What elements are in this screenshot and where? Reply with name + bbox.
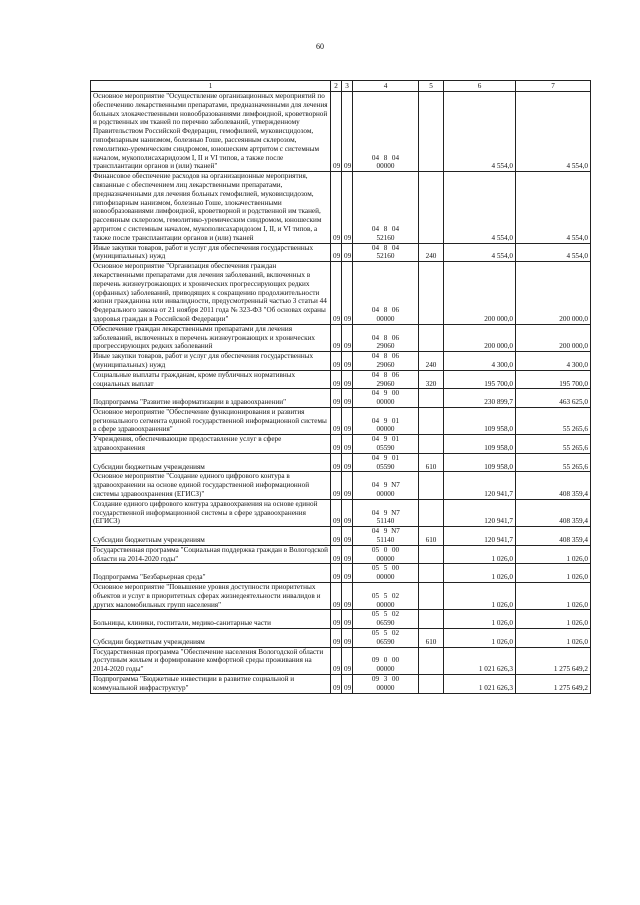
amount-2021-cell: 4 554,0 <box>516 243 591 262</box>
subsection-code-cell: 09 <box>342 583 353 610</box>
target-article-part: 8 <box>383 333 388 342</box>
target-article-part: 00000 <box>376 425 395 434</box>
expense-type-cell: 610 <box>419 453 444 472</box>
target-article-cell <box>353 262 419 325</box>
target-article-part: 00 <box>391 564 400 573</box>
amount-2021-cell: 408 359,4 <box>516 472 591 499</box>
target-article-part: 06 <box>391 333 400 342</box>
amount-2020-cell: 1 026,0 <box>444 564 516 583</box>
amount-2020-cell: 1 026,0 <box>444 583 516 610</box>
section-code-cell: 09 <box>331 389 342 408</box>
table-row <box>91 629 591 648</box>
amount-2020-cell: 4 300,0 <box>444 352 516 371</box>
amount-2020-cell: 230 899,7 <box>444 389 516 408</box>
target-article-part: 51140 <box>376 517 395 526</box>
table-row <box>91 407 591 434</box>
target-article-part: 00 <box>391 545 400 554</box>
target-article-part: 8 <box>383 224 388 233</box>
expense-type-cell <box>419 472 444 499</box>
amount-2020-cell: 1 026,0 <box>444 610 516 629</box>
subsection-code-cell: 09 <box>342 172 353 243</box>
subsection-code-cell: 09 <box>342 647 353 674</box>
section-code-cell: 09 <box>331 435 342 454</box>
section-code-cell: 09 <box>331 352 342 371</box>
expense-type-cell: 320 <box>419 370 444 389</box>
target-article-part: 00000 <box>376 490 395 499</box>
amount-2021-cell: 408 359,4 <box>516 499 591 526</box>
row-name-cell: Основное мероприятие "Организация обеспечения граждан лекарственными препаратами для лечения заболеваний, включенных в перечень жизнеугрожающих и хронических прогрессирующих редких (орфанных) заболеваний, приводящих к сокращению продолжительности жизни гражданина или инвалидности, предусмотренный частью 3 статьи 44 Федерального закона от 21 ноября 2011 года № 323-ФЗ "Об основах охраны здоровья граждан в Российской Федерации" <box>91 262 331 325</box>
target-article-part: 0 <box>383 656 388 665</box>
row-name-cell: Иные закупки товаров, работ и услуг для обеспечения государственных (муниципальных) нужд <box>91 352 331 371</box>
target-article-part: 05 <box>371 564 380 573</box>
target-article-cell <box>353 610 419 629</box>
table-row <box>91 262 591 325</box>
target-article-part: 00000 <box>376 600 395 609</box>
target-article-part: 04 <box>371 243 380 252</box>
target-article-part: 06 <box>391 352 400 361</box>
table-row <box>91 370 591 389</box>
target-article-part: 04 <box>371 333 380 342</box>
amount-2020-cell: 109 958,0 <box>444 453 516 472</box>
subsection-code-cell: 09 <box>342 545 353 564</box>
subsection-code-cell: 09 <box>342 629 353 648</box>
expense-type-cell <box>419 435 444 454</box>
expense-type-cell <box>419 545 444 564</box>
target-article-part: 05590 <box>376 462 395 471</box>
amount-2021-cell: 463 625,0 <box>516 389 591 408</box>
target-article-cell <box>353 370 419 389</box>
table-row <box>91 324 591 351</box>
target-article-part: 04 <box>371 481 380 490</box>
table-row <box>91 92 591 172</box>
target-article-part: 05 <box>371 629 380 638</box>
subsection-code-cell: 09 <box>342 527 353 546</box>
target-article-part: 06590 <box>376 637 395 646</box>
target-article-part: 51140 <box>376 536 395 545</box>
subsection-code-cell: 09 <box>342 243 353 262</box>
target-article-cell <box>353 647 419 674</box>
target-article-part: 02 <box>391 591 400 600</box>
subsection-code-cell: 09 <box>342 407 353 434</box>
expense-type-cell <box>419 324 444 351</box>
table-header-row <box>91 81 591 92</box>
target-article-part: 04 <box>371 370 380 379</box>
subsection-code-cell: 09 <box>342 499 353 526</box>
expense-type-cell <box>419 583 444 610</box>
expense-type-cell <box>419 407 444 434</box>
header-cell: 3 <box>342 81 353 92</box>
target-article-part: 3 <box>383 675 388 683</box>
budget-table <box>90 80 591 694</box>
amount-2020-cell: 120 941,7 <box>444 472 516 499</box>
target-article-part: N7 <box>391 508 400 517</box>
subsection-code-cell: 09 <box>342 324 353 351</box>
expense-type-cell <box>419 647 444 674</box>
target-article-cell <box>353 564 419 583</box>
table-row <box>91 389 591 408</box>
target-article-cell <box>353 435 419 454</box>
amount-2020-cell: 4 554,0 <box>444 172 516 243</box>
target-article-part: 52160 <box>376 252 395 261</box>
subsection-code-cell: 09 <box>342 610 353 629</box>
target-article-part: 04 <box>391 243 400 252</box>
amount-2020-cell: 120 941,7 <box>444 527 516 546</box>
expense-type-cell <box>419 92 444 172</box>
row-name-cell: Субсидии бюджетным учреждениям <box>91 453 331 472</box>
row-name-cell: Больницы, клиники, госпитали, медико-санитарные части <box>91 610 331 629</box>
target-article-part: 04 <box>371 224 380 233</box>
target-article-part: 8 <box>383 306 388 315</box>
amount-2020-cell: 4 554,0 <box>444 243 516 262</box>
row-name-cell: Обеспечение граждан лекарственными препаратами для лечения заболеваний, включенных в перечень жизнеугрожающих и хронических прогрессирующих редких заболеваний <box>91 324 331 351</box>
target-article-part: 9 <box>383 508 388 517</box>
section-code-cell: 09 <box>331 647 342 674</box>
amount-2021-cell: 4 554,0 <box>516 92 591 172</box>
subsection-code-cell: 09 <box>342 352 353 371</box>
target-article-part: 04 <box>391 224 400 233</box>
table-row <box>91 647 591 674</box>
target-article-part: 04 <box>371 508 380 517</box>
target-article-part: 8 <box>383 153 388 162</box>
row-name-cell: Подпрограмма "Безбарьерная среда" <box>91 564 331 583</box>
target-article-cell <box>353 472 419 499</box>
target-article-cell <box>353 92 419 172</box>
amount-2021-cell: 1 026,0 <box>516 545 591 564</box>
subsection-code-cell: 09 <box>342 389 353 408</box>
target-article-part: 00000 <box>376 683 395 692</box>
target-article-part: 9 <box>383 481 388 490</box>
header-cell: 5 <box>419 81 444 92</box>
target-article-part: 00 <box>391 389 400 398</box>
amount-2020-cell: 200 000,0 <box>444 324 516 351</box>
amount-2021-cell: 55 265,6 <box>516 453 591 472</box>
row-name-cell: Государственная программа "Обеспечение населения Вологодской области доступным жильем и формирование комфортной среды проживания на 2014-2020 годы" <box>91 647 331 674</box>
header-cell: 1 <box>91 81 331 92</box>
row-name-cell: Государственная программа "Социальная поддержка граждан в Вологодской области на 2014-2020 годы" <box>91 545 331 564</box>
target-article-part: 05 <box>371 610 380 619</box>
target-article-part: 29060 <box>376 379 395 388</box>
expense-type-cell: 240 <box>419 243 444 262</box>
table-row <box>91 675 591 694</box>
target-article-part: 00 <box>391 656 400 665</box>
target-article-part: 04 <box>371 306 380 315</box>
expense-type-cell <box>419 389 444 408</box>
target-article-part: N7 <box>391 481 400 490</box>
target-article-part: 8 <box>383 352 388 361</box>
target-article-part: 52160 <box>376 233 395 242</box>
table-row <box>91 352 591 371</box>
target-article-part: 9 <box>383 435 388 444</box>
target-article-part: 06590 <box>376 619 395 628</box>
target-article-part: 04 <box>371 416 380 425</box>
target-article-part: 02 <box>391 629 400 638</box>
target-article-part: 04 <box>391 153 400 162</box>
row-name-cell: Субсидии бюджетным учреждениям <box>91 629 331 648</box>
amount-2020-cell: 120 941,7 <box>444 499 516 526</box>
section-code-cell: 09 <box>331 583 342 610</box>
amount-2021-cell: 195 700,0 <box>516 370 591 389</box>
subsection-code-cell: 09 <box>342 675 353 694</box>
target-article-cell <box>353 172 419 243</box>
target-article-part: 00000 <box>376 665 395 674</box>
section-code-cell: 09 <box>331 629 342 648</box>
header-cell: 4 <box>353 81 419 92</box>
header-cell: 7 <box>516 81 591 92</box>
target-article-part: 04 <box>371 153 380 162</box>
amount-2021-cell: 200 000,0 <box>516 324 591 351</box>
header-cell: 2 <box>331 81 342 92</box>
table-row <box>91 545 591 564</box>
amount-2020-cell: 1 026,0 <box>444 545 516 564</box>
target-article-part: 5 <box>383 564 388 573</box>
expense-type-cell <box>419 262 444 325</box>
target-article-part: 01 <box>391 435 400 444</box>
row-name-cell: Основное мероприятие "Повышение уровня доступности приоритетных объектов и услуг в приоритетных сферах жизнедеятельности инвалидов и других маломобильных групп населения" <box>91 583 331 610</box>
target-article-cell <box>353 389 419 408</box>
amount-2020-cell: 4 554,0 <box>444 92 516 172</box>
target-article-part: 09 <box>371 675 380 683</box>
target-article-part: 04 <box>371 389 380 398</box>
table-row <box>91 610 591 629</box>
section-code-cell: 09 <box>331 499 342 526</box>
row-name-cell: Создание единого цифрового контура здравоохранения на основе единой государственной информационной системы в сфере здравоохранения (ЕГИСЗ) <box>91 499 331 526</box>
target-article-part: 29060 <box>376 360 395 369</box>
subsection-code-cell: 09 <box>342 453 353 472</box>
table-row <box>91 472 591 499</box>
amount-2021-cell: 55 265,6 <box>516 435 591 454</box>
section-code-cell: 09 <box>331 675 342 694</box>
amount-2021-cell: 1 275 649,2 <box>516 675 591 694</box>
table-row <box>91 453 591 472</box>
section-code-cell: 09 <box>331 407 342 434</box>
target-article-cell <box>353 352 419 371</box>
target-article-part: 04 <box>371 352 380 361</box>
target-article-part: 04 <box>371 435 380 444</box>
target-article-part: 5 <box>383 591 388 600</box>
target-article-part: 00000 <box>376 162 395 171</box>
expense-type-cell: 610 <box>419 527 444 546</box>
target-article-part: 04 <box>371 453 380 462</box>
row-name-cell: Подпрограмма "Бюджетные инвестиции в развитие социальной и коммунальной инфраструктур" <box>91 675 331 694</box>
target-article-cell <box>353 545 419 564</box>
amount-2020-cell: 1 021 626,3 <box>444 647 516 674</box>
target-article-cell <box>353 407 419 434</box>
amount-2020-cell: 200 000,0 <box>444 262 516 325</box>
section-code-cell: 09 <box>331 472 342 499</box>
target-article-part: 9 <box>383 416 388 425</box>
section-code-cell: 09 <box>331 564 342 583</box>
subsection-code-cell: 09 <box>342 92 353 172</box>
target-article-part: 9 <box>383 527 388 536</box>
target-article-part: 0 <box>383 545 388 554</box>
target-article-cell <box>353 675 419 694</box>
amount-2021-cell: 408 359,4 <box>516 527 591 546</box>
expense-type-cell <box>419 564 444 583</box>
amount-2021-cell: 1 026,0 <box>516 629 591 648</box>
target-article-part: 00000 <box>376 573 395 582</box>
page-number: 60 <box>316 42 324 51</box>
expense-type-cell <box>419 610 444 629</box>
target-article-part: 5 <box>383 629 388 638</box>
target-article-part: 8 <box>383 243 388 252</box>
budget-table-body <box>91 81 591 694</box>
row-name-cell: Основное мероприятие "Осуществление организационных мероприятий по обеспечению лекарственными препаратами, предназначенными для лечения больных злокачественными новообразованиями лимфоидной, кроветворной и родственных им тканей по перечню заболеваний, утвержденному Правительством Российской Федерации, гемофилией, муковисцидозом, гипофизарным нанизмом, болезнью Гоше, рассеянным склерозом, гемолитико-уремическим синдромом, юношеским артритом с системным началом, мукополисахаридозом I, II и VI типов, а также после трансплантации органов и (или) тканей" <box>91 92 331 172</box>
section-code-cell: 09 <box>331 545 342 564</box>
row-name-cell: Субсидии бюджетным учреждениям <box>91 527 331 546</box>
section-code-cell: 09 <box>331 324 342 351</box>
amount-2021-cell: 1 026,0 <box>516 583 591 610</box>
table-row <box>91 499 591 526</box>
target-article-cell <box>353 453 419 472</box>
section-code-cell: 09 <box>331 243 342 262</box>
amount-2020-cell: 109 958,0 <box>444 435 516 454</box>
row-name-cell: Учреждения, обеспечивающие предоставление услуг в сфере здравоохранения <box>91 435 331 454</box>
subsection-code-cell: 09 <box>342 435 353 454</box>
target-article-cell <box>353 527 419 546</box>
target-article-cell <box>353 324 419 351</box>
expense-type-cell <box>419 172 444 243</box>
section-code-cell: 09 <box>331 527 342 546</box>
target-article-part: 05 <box>371 545 380 554</box>
expense-type-cell <box>419 499 444 526</box>
target-article-part: 04 <box>371 527 380 536</box>
subsection-code-cell: 09 <box>342 472 353 499</box>
target-article-part: N7 <box>391 527 400 536</box>
target-article-part: 00000 <box>376 554 395 563</box>
target-article-part: 06 <box>391 370 400 379</box>
expense-type-cell: 610 <box>419 629 444 648</box>
table-row <box>91 564 591 583</box>
table-row <box>91 435 591 454</box>
target-article-cell <box>353 499 419 526</box>
section-code-cell: 09 <box>331 92 342 172</box>
target-article-part: 05590 <box>376 444 395 453</box>
target-article-part: 9 <box>383 453 388 462</box>
amount-2020-cell: 109 958,0 <box>444 407 516 434</box>
row-name-cell: Финансовое обеспечение расходов на организационные мероприятия, связанные с обеспечением лиц лекарственными препаратами, предназначенными для лечения больных гемофилией, муковисцидозом, гипофизарным нанизмом, болезнью Гоше, злокачественными новообразованиями лимфоидной, кроветворной и родственной им тканей, рассеянным склерозом, гемолитико-уремическим синдромом, юношеским артритом с системным началом, мукополисахаридозом I, II, и VI типов, а также после трансплантации органов и (или) тканей <box>91 172 331 243</box>
target-article-part: 00000 <box>376 398 395 407</box>
expense-type-cell: 240 <box>419 352 444 371</box>
target-article-part: 8 <box>383 370 388 379</box>
row-name-cell: Подпрограмма "Развитие информатизации в здравоохранении" <box>91 389 331 408</box>
row-name-cell: Основное мероприятие "Обеспечение функционирования и развития регионального сегмента единой государственной информационной системы в сфере здравоохранения" <box>91 407 331 434</box>
amount-2021-cell: 1 275 649,2 <box>516 647 591 674</box>
amount-2020-cell: 1 021 626,3 <box>444 675 516 694</box>
target-article-cell <box>353 629 419 648</box>
header-cell: 6 <box>444 81 516 92</box>
target-article-part: 09 <box>371 656 380 665</box>
section-code-cell: 09 <box>331 610 342 629</box>
row-name-cell: Социальные выплаты гражданам, кроме публичных нормативных социальных выплат <box>91 370 331 389</box>
amount-2021-cell: 1 026,0 <box>516 610 591 629</box>
amount-2021-cell: 4 554,0 <box>516 172 591 243</box>
subsection-code-cell: 09 <box>342 370 353 389</box>
amount-2020-cell: 195 700,0 <box>444 370 516 389</box>
target-article-part: 01 <box>391 416 400 425</box>
section-code-cell: 09 <box>331 262 342 325</box>
target-article-part: 00 <box>391 675 400 683</box>
table-row <box>91 243 591 262</box>
amount-2021-cell: 200 000,0 <box>516 262 591 325</box>
target-article-part: 5 <box>383 610 388 619</box>
table-row <box>91 172 591 243</box>
target-article-cell <box>353 583 419 610</box>
table-row <box>91 583 591 610</box>
section-code-cell: 09 <box>331 453 342 472</box>
target-article-cell <box>353 243 419 262</box>
target-article-part: 29060 <box>376 342 395 351</box>
amount-2020-cell: 1 026,0 <box>444 629 516 648</box>
target-article-part: 01 <box>391 453 400 462</box>
amount-2021-cell: 55 265,6 <box>516 407 591 434</box>
subsection-code-cell: 09 <box>342 564 353 583</box>
section-code-cell: 09 <box>331 370 342 389</box>
expense-type-cell <box>419 675 444 694</box>
section-code-cell: 09 <box>331 172 342 243</box>
amount-2021-cell: 1 026,0 <box>516 564 591 583</box>
amount-2021-cell: 4 300,0 <box>516 352 591 371</box>
target-article-part: 06 <box>391 306 400 315</box>
target-article-part: 02 <box>391 610 400 619</box>
target-article-part: 00000 <box>376 314 395 323</box>
table-row <box>91 527 591 546</box>
row-name-cell: Иные закупки товаров, работ и услуг для обеспечения государственных (муниципальных) нужд <box>91 243 331 262</box>
row-name-cell: Основное мероприятие "Создание единого цифрового контура в здравоохранении на основе единой государственной информационной системы здравоохранения (ЕГИСЗ)" <box>91 472 331 499</box>
subsection-code-cell: 09 <box>342 262 353 325</box>
target-article-part: 9 <box>383 389 388 398</box>
target-article-part: 05 <box>371 591 380 600</box>
